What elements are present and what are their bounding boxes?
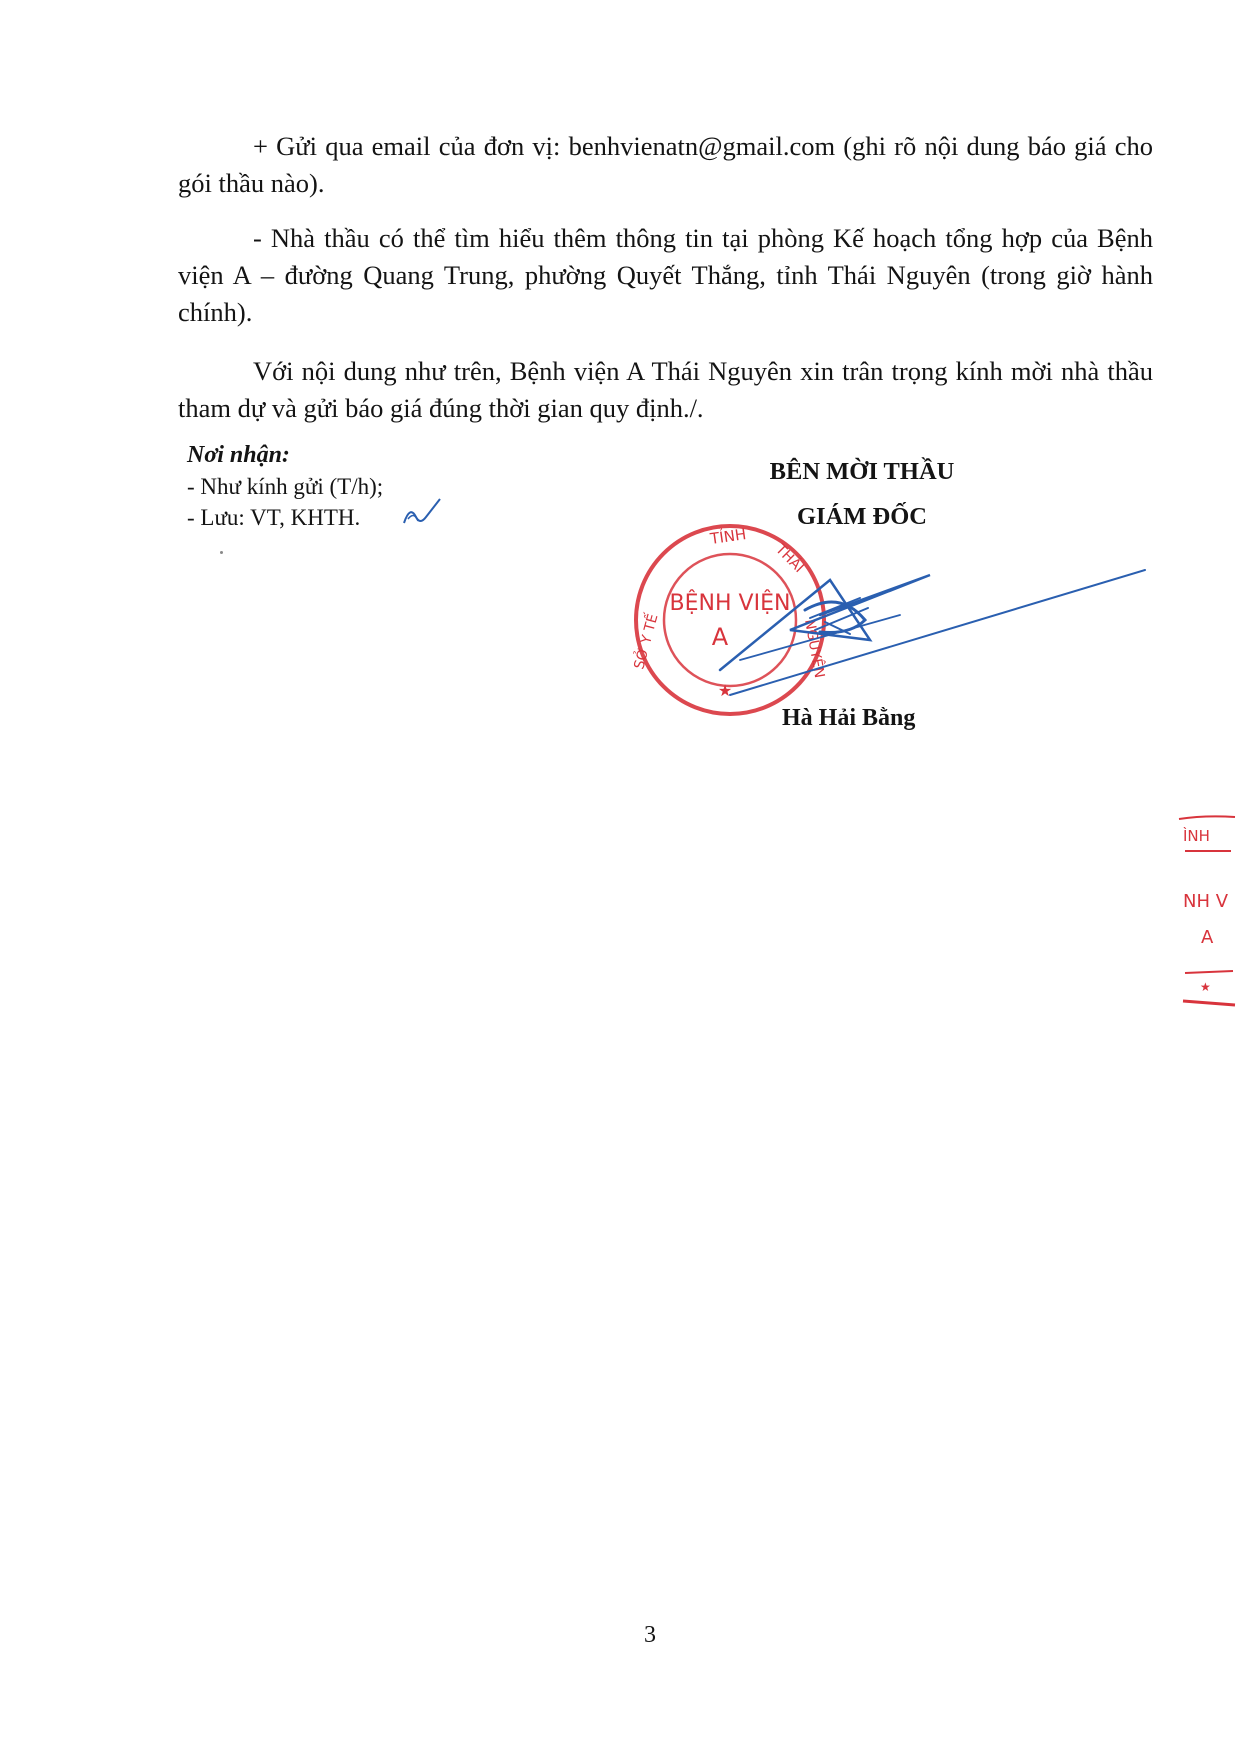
recipient-item: - Như kính gửi (T/h); xyxy=(187,474,384,499)
paragraph-email: + Gửi qua email của đơn vị: benhvienatn@gmail.com (ghi rõ nội dung báo giá cho gói thầu nào). xyxy=(178,131,1153,198)
edge-stamp xyxy=(1175,815,1241,1015)
paragraph-invitation: Với nội dung như trên, Bệnh viện A Thái Nguyên xin trân trọng kính mời nhà thầu tham dự và gửi báo giá đúng thời gian quy định./. xyxy=(178,356,1153,423)
recipient-item: - Lưu: VT, KHTH. xyxy=(187,505,361,530)
edge-stamp-text: ÌNH xyxy=(1183,827,1210,845)
scan-speck xyxy=(220,551,223,554)
recipients-title: Nơi nhận: xyxy=(187,442,290,468)
stamp-center-line1: BỆNH VIỆN xyxy=(669,591,791,616)
stamp-top-text: TỈNH xyxy=(709,525,748,548)
stamp-center-line2: A xyxy=(711,623,729,651)
stamp-right-text: THÁI xyxy=(772,541,807,577)
stamp-right-text-2: NGUYÊN xyxy=(801,617,828,680)
signer-name: Hà Hải Bằng xyxy=(782,705,916,731)
edge-stamp-text: A xyxy=(1201,927,1214,948)
initials-mark xyxy=(400,495,445,535)
edge-stamp-text: NH V xyxy=(1183,891,1229,912)
edge-stamp-star-icon: ★ xyxy=(1200,980,1211,994)
stamp-left-text: SỞ Y TẾ xyxy=(631,612,662,672)
handwritten-signature xyxy=(700,560,1150,710)
signer-role-line1: BÊN MỜI THẦU xyxy=(769,458,955,485)
paragraph-info: - Nhà thầu có thể tìm hiểu thêm thông tin tại phòng Kế hoạch tổng hợp của Bệnh viện A – đường Quang Trung, phường Quyết Thắng, tỉnh Thái Nguyên (trong giờ hành chính). xyxy=(178,223,1153,327)
signer-role-line2: GIÁM ĐỐC xyxy=(797,503,927,530)
stamp-star-icon: ★ xyxy=(717,681,733,700)
page-number: 3 xyxy=(644,1622,656,1648)
